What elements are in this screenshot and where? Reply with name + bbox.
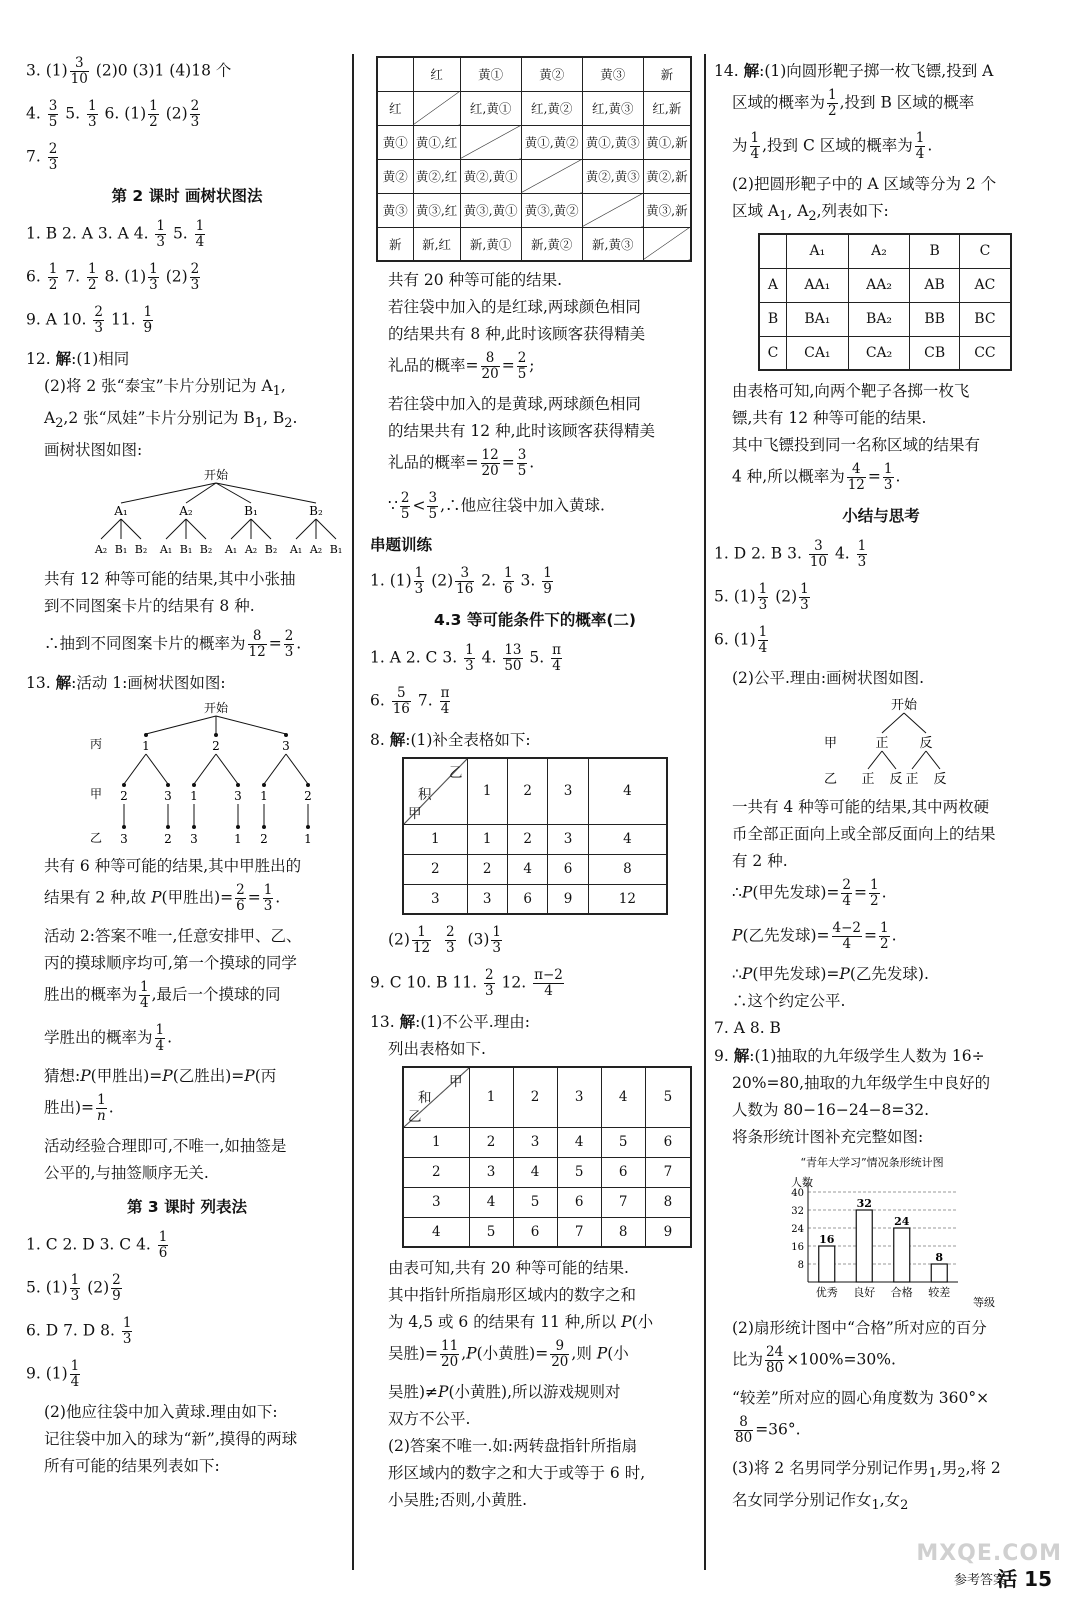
- table-row: [759, 336, 1011, 370]
- tree-node: 反: [919, 736, 933, 752]
- table-cell: 6: [557, 1187, 601, 1217]
- table-header: 4: [588, 758, 667, 824]
- y-tick-label: 40: [791, 1188, 804, 1200]
- answer-line: 胜出)= $\frac{1}{n}$ .: [44, 1092, 114, 1125]
- answer-line: 由表可知,共有 20 种等可能的结果.: [388, 1259, 629, 1277]
- table-cell: 黄①,黄②: [521, 125, 582, 159]
- table-cell: 8: [645, 1187, 691, 1217]
- tree-root: 开始: [203, 468, 229, 483]
- table-cell: 12: [588, 884, 667, 914]
- tree-leaf: 反: [933, 772, 947, 788]
- tree-leaf: A₂: [244, 543, 258, 557]
- tree-node: 3: [282, 739, 290, 754]
- table-cell: 7: [557, 1217, 601, 1247]
- answer-line: 为 $\frac{1}{4}$ ,投到 C 区域的概率为 $\frac{1}{4}$ .: [732, 130, 933, 162]
- answer-line: 将条形统计图补充完整如图:: [732, 1128, 924, 1147]
- x-tick-label: 合格: [890, 1286, 913, 1300]
- answer-line: 1. (1) $\frac{1}{3}$ (2) $\frac{3}{16}$ 2. $\frac{1}{6}$ 3. $\frac{1}{9}$: [370, 565, 552, 597]
- footer-label: 参考答案: [953, 1573, 1006, 1588]
- tree-node: B₂: [309, 504, 323, 519]
- table-header: 1: [469, 1067, 513, 1127]
- answer-line: 人数为 80−16−24−8=32.: [732, 1101, 930, 1120]
- answer-line: 6. D 7. D 8. $\frac{1}{3}$: [26, 1315, 132, 1348]
- bar-value-label: 32: [856, 1197, 872, 1211]
- answer-line: ∴P(甲先发球)=P(乙先发球).: [732, 965, 929, 984]
- table-header: 2: [513, 1067, 557, 1127]
- section-heading: 串题训练: [370, 536, 433, 554]
- answer-line: 8. 解:(1)补全表格如下:: [370, 730, 531, 749]
- table-cell: CA₂: [848, 336, 910, 370]
- table-cell: [460, 125, 521, 159]
- tree-leaf: 1: [234, 832, 242, 847]
- table-cell: 9: [548, 884, 588, 914]
- table-cell: 黄②,黄③: [582, 159, 643, 193]
- y-tick-label: 8: [797, 1260, 804, 1272]
- table-cell: 6: [601, 1157, 645, 1187]
- table-cell: 新,黄②: [521, 227, 582, 261]
- answer-line: $\frac{8}{80}$ =36°.: [735, 1414, 801, 1447]
- table-cell: 3: [548, 824, 588, 854]
- table-cell: 7: [601, 1187, 645, 1217]
- table-cell: 3: [513, 1127, 557, 1157]
- x-tick-label: 优秀: [815, 1286, 838, 1300]
- table-cell: 新: [377, 227, 413, 261]
- answer-line: ∵ $\frac{2}{5}$ < $\frac{3}{5}$ ,∴他应往袋中加入黄球.: [388, 490, 605, 522]
- table-cell: 新,黄③: [582, 227, 643, 261]
- answer-line: $A_2,2$ 张“凤娃”卡片分别记为 $B_1$, $B_2$.: [44, 409, 298, 432]
- answer-line: 结果有 2 种,故 P(甲胜出)= $\frac{2}{6}$ = $\frac{1}{3}$ .: [44, 882, 281, 915]
- corner-label: 甲: [408, 805, 422, 822]
- table-cell: AB: [910, 268, 959, 302]
- table-cell: 黄①: [377, 125, 413, 159]
- table-row: [759, 302, 1011, 336]
- tree-leaf: 2: [164, 832, 172, 847]
- answer-line: 记往袋中加入的球为“新”,摸得的两球: [44, 1430, 298, 1449]
- table-cell: 4: [513, 1157, 557, 1187]
- table-cell: AC: [959, 268, 1011, 302]
- answer-line: (2)把圆形靶子中的 A 区域等分为 2 个: [732, 175, 997, 193]
- tree-node: 2: [212, 739, 220, 754]
- tree-leaf: B₂: [199, 543, 213, 557]
- table-header: 3: [548, 758, 588, 824]
- table-cell: 3: [469, 1157, 513, 1187]
- table-cell: 5: [469, 1217, 513, 1247]
- table-cell: 1: [467, 824, 507, 854]
- table-cell: 黄③: [377, 193, 413, 227]
- answer-line: ∴抽到不同图案卡片的概率为 $\frac{8}{12}$ = $\frac{2}{3}$ .: [44, 628, 302, 661]
- answer-line: 为 4,5 或 6 的结果有 11 种,所以 P(小: [388, 1313, 654, 1331]
- answer-line: 丙的摸球顺序均可,第一个摸球的同学: [44, 954, 297, 973]
- table-cell: 黄②,新: [643, 159, 691, 193]
- answer-line: 其中指针所指扇形区域内的数字之和: [388, 1286, 637, 1304]
- answer-line: (2) $\frac{1}{12}$ $\frac{2}{3}$ (3) $\frac{1}{3}$: [388, 924, 502, 956]
- y-tick-label: 16: [791, 1242, 804, 1254]
- column-divider: [704, 54, 706, 1570]
- answer-line: 区域的概率为 $\frac{1}{2}$ ,投到 B 区域的概率: [732, 87, 975, 119]
- answer-line: 20%=80,抽取的九年级学生中良好的: [732, 1074, 991, 1093]
- table-cell: 4: [469, 1187, 513, 1217]
- answer-line: 6. $\frac{1}{2}$ 7. $\frac{1}{2}$ 8. (1) $\frac{1}{3}$ (2) $\frac{2}{3}$: [26, 261, 200, 293]
- tree-node: 1: [142, 739, 150, 754]
- table-cell: 2: [467, 854, 507, 884]
- answer-line: P(乙先发球)= $\frac{4-2}{4}$ = $\frac{1}{2}$ .: [732, 920, 897, 953]
- answer-line: 活动 2:答案不唯一,任意安排甲、乙、: [44, 927, 302, 946]
- x-tick-label: 良好: [853, 1286, 876, 1300]
- answer-line: 镖,共有 12 种等可能的结果.: [732, 409, 927, 428]
- table-cell: 5: [557, 1157, 601, 1187]
- tree-leaf: A₁: [224, 543, 238, 557]
- sum-table: [402, 1066, 692, 1248]
- answer-line: 5. (1) $\frac{1}{3}$ (2) $\frac{1}{3}$: [714, 581, 809, 614]
- table-cell: 4: [588, 824, 667, 854]
- answer-line: 胜出的概率为 $\frac{1}{4}$ ,最后一个摸球的同: [44, 979, 281, 1012]
- answer-line: 礼品的概率= $\frac{8}{20}$ = $\frac{2}{5}$ ;: [388, 350, 535, 382]
- bar-value-label: 8: [935, 1251, 944, 1265]
- tree-node: 3: [164, 789, 172, 804]
- tree-node: 2: [304, 789, 312, 804]
- table-cell: 黄②,黄①: [460, 159, 521, 193]
- answer-line: 共有 12 种等可能的结果,其中小张抽: [44, 570, 296, 589]
- bar-value-label: 24: [894, 1215, 910, 1229]
- table-cell: 5: [601, 1127, 645, 1157]
- table-row: [403, 1127, 691, 1157]
- table-row: [377, 159, 691, 193]
- table-cell: 新,红: [413, 227, 460, 261]
- tree-node: 正: [875, 736, 889, 752]
- table-cell: 2: [403, 854, 467, 884]
- tree-leaf: B₂: [134, 543, 148, 557]
- answer-line: 13. 解:活动 1:画树状图如图:: [26, 673, 226, 693]
- table-header: 4: [601, 1067, 645, 1127]
- answer-line: (2)答案不唯一.如:两转盘指针所指扇: [388, 1437, 638, 1455]
- table-cell: 黄①,新: [643, 125, 691, 159]
- column-3: [714, 60, 1048, 1590]
- table-row: [403, 824, 667, 854]
- answer-line: ∴P(甲先发球)= $\frac{2}{4}$ = $\frac{1}{2}$ .: [732, 877, 887, 910]
- table-cell: 3: [403, 884, 467, 914]
- column-1: [26, 56, 348, 1590]
- table-cell: 6: [513, 1217, 557, 1247]
- answer-line: 6. $\frac{5}{16}$ 7. $\frac{\pi}{4}$: [370, 685, 450, 717]
- tree-node: 2: [120, 789, 128, 804]
- answer-line: 猜想:P(甲胜出)=P(乙胜出)=P(丙: [44, 1067, 277, 1086]
- tree-leaf: 反: [889, 772, 903, 788]
- bar: [931, 1264, 947, 1282]
- answer-line: ∴这个约定公平.: [732, 992, 846, 1011]
- section-heading: 小结与思考: [842, 507, 920, 526]
- tree-leaf: B₂: [264, 543, 278, 557]
- table-cell: A: [759, 268, 786, 302]
- answer-line: 吴胜)≠P(小黄胜),所以游戏规则对: [388, 1383, 621, 1401]
- table-cell: 黄②: [377, 159, 413, 193]
- table-cell: 5: [513, 1187, 557, 1217]
- answer-line: 13. 解:(1)不公平.理由:: [370, 1012, 530, 1031]
- tree-node: 3: [234, 789, 242, 804]
- tree-diagram-coins: [804, 695, 1004, 791]
- answer-line: 区域 $A_1$, $A_2$,列表如下:: [732, 202, 889, 225]
- table-corner: [403, 1067, 469, 1127]
- table-cell: BA₁: [786, 302, 848, 336]
- section-heading: 第 2 课时 画树状图法: [111, 187, 263, 205]
- table-cell: 6: [645, 1127, 691, 1157]
- answer-line: (2)公平.理由:画树状图如图.: [732, 669, 925, 688]
- answer-line: 由表格可知,向两个靶子各掷一枚飞: [732, 382, 970, 401]
- product-table: [402, 757, 668, 915]
- page-number: 活 15: [997, 1567, 1052, 1591]
- table-cell: 2: [507, 824, 547, 854]
- answer-line: 1. C 2. D 3. C 4. $\frac{1}{6}$: [26, 1229, 168, 1262]
- tree-diagram-cards: [66, 467, 366, 559]
- tree-leaf: 1: [304, 832, 312, 847]
- table-header: 5: [645, 1067, 691, 1127]
- answer-line: 到不同图案卡片的结果有 8 种.: [44, 597, 255, 616]
- answer-line: 若往袋中加入的是红球,两球颜色相同: [388, 298, 641, 316]
- table-cell: 1: [403, 1127, 469, 1157]
- table-cell: 黄③,黄②: [521, 193, 582, 227]
- bar: [856, 1210, 872, 1282]
- table-cell: 8: [601, 1217, 645, 1247]
- answer-line: 列出表格如下.: [388, 1040, 486, 1058]
- tree-leaf: A₂: [94, 543, 108, 557]
- answer-line: 5. (1) $\frac{1}{3}$ (2) $\frac{2}{9}$: [26, 1272, 121, 1305]
- table-cell: 8: [588, 854, 667, 884]
- answer-line: 14. 解:(1)向圆形靶子掷一枚飞镖,投到 A: [714, 61, 994, 80]
- answer-line: 4 种,所以概率为 $\frac{4}{12}$ = $\frac{1}{3}$ .: [732, 461, 901, 494]
- table-cell: BB: [910, 302, 959, 336]
- corner-label: 和: [418, 1090, 432, 1106]
- table-row: [403, 854, 667, 884]
- row-label: 甲: [90, 787, 103, 802]
- table-header: C: [959, 234, 1011, 268]
- table-header: A₁: [786, 234, 848, 268]
- bar: [894, 1228, 910, 1282]
- answer-line: 形区域内的数字之和大于或等于 6 时,: [388, 1464, 646, 1482]
- answer-line: 9. 解:(1)抽取的九年级学生人数为 16÷: [714, 1046, 985, 1066]
- table-cell: 4: [403, 1217, 469, 1247]
- table-cell: 黄③,红: [413, 193, 460, 227]
- tree-leaf: B₁: [179, 543, 193, 557]
- answer-line: 名女同学分别记作女$_1$,女$_2$: [732, 1491, 909, 1514]
- table-cell: 3: [467, 884, 507, 914]
- corner-label: 甲: [449, 1074, 463, 1090]
- table-cell: [582, 193, 643, 227]
- table-row: [403, 884, 667, 914]
- answer-line: (2)将 2 张“泰宝”卡片分别记为 $A_1$,: [44, 377, 286, 400]
- table-cell: 6: [548, 854, 588, 884]
- tree-leaf: 3: [190, 832, 198, 847]
- tree-root: 开始: [890, 698, 918, 714]
- table-header: 黄③: [582, 57, 643, 91]
- table-header: 3: [557, 1067, 601, 1127]
- tree-node: A₂: [179, 504, 193, 519]
- answer-line: 有 2 种.: [732, 852, 788, 871]
- table-row: [377, 193, 691, 227]
- tree-node: A₁: [114, 504, 128, 519]
- table-cell: C: [759, 336, 786, 370]
- table-cell: CC: [959, 336, 1011, 370]
- row-label: 乙: [90, 831, 103, 846]
- column-2: [370, 56, 700, 1590]
- answer-line: 6. (1) $\frac{1}{4}$: [714, 624, 768, 657]
- table-header: 黄①: [460, 57, 521, 91]
- answer-line: 1. B 2. A 3. A 4. $\frac{1}{3}$ 5. $\frac{1}{4}$: [26, 218, 205, 250]
- y-tick-label: 24: [791, 1224, 804, 1236]
- answer-line: “较差”所对应的圆心角度数为 360°×: [732, 1389, 990, 1408]
- y-axis-label: 人数: [791, 1176, 813, 1190]
- table-cell: 7: [645, 1157, 691, 1187]
- tree-leaf: 正: [861, 772, 875, 788]
- answer-line: 7. $\frac{2}{3}$: [26, 141, 58, 173]
- answer-line: 礼品的概率= $\frac{12}{20}$ = $\frac{3}{5}$ .: [388, 447, 535, 479]
- watermark: MXQE.COM: [916, 1541, 1062, 1566]
- answer-line: 的结果共有 8 种,此时该顾客获得精美: [388, 325, 646, 343]
- answer-line: 7. A 8. B: [714, 1019, 781, 1038]
- table-cell: 红,黄①: [460, 91, 521, 125]
- tree-diagram-order: [56, 700, 356, 850]
- bar: [819, 1246, 835, 1282]
- tree-leaf: 3: [120, 832, 128, 847]
- table-cell: 4: [557, 1127, 601, 1157]
- table-header: 2: [507, 758, 547, 824]
- table-cell: CB: [910, 336, 959, 370]
- x-tick-label: 较差: [928, 1286, 951, 1300]
- answer-line: 一共有 4 种等可能的结果,其中两枚硬: [732, 798, 990, 817]
- answer-line: 比为 $\frac{24}{80}$ ×100%=30%.: [732, 1344, 896, 1377]
- answer-line: 币全部正面向上或全部反面向上的结果: [732, 825, 996, 844]
- table-cell: 3: [403, 1187, 469, 1217]
- table-cell: 4: [507, 854, 547, 884]
- table-header: 红: [413, 57, 460, 91]
- tree-leaf: A₂: [309, 543, 323, 557]
- table-cell: B: [759, 302, 786, 336]
- table-cell: 黄②,红: [413, 159, 460, 193]
- table-cell: [643, 227, 691, 261]
- tree-leaf: 2: [260, 832, 268, 847]
- corner-label: 积: [418, 787, 432, 803]
- table-cell: 红,黄③: [582, 91, 643, 125]
- table-cell: BA₂: [848, 302, 910, 336]
- table-row: [403, 1217, 691, 1247]
- table-cell: [413, 91, 460, 125]
- answer-line: 9. A 10. $\frac{2}{3}$ 11. $\frac{1}{9}$: [26, 304, 153, 336]
- answer-line: 12. 解:(1)相同: [26, 349, 130, 368]
- chart-title: “青年大学习”情况条形统计图: [800, 1156, 944, 1170]
- table-header: B: [910, 234, 959, 268]
- answer-line: (2)扇形统计图中“合格”所对应的百分: [732, 1319, 987, 1338]
- tree-root: 开始: [203, 701, 229, 716]
- table-cell: BC: [959, 302, 1011, 336]
- y-tick-label: 32: [791, 1206, 804, 1218]
- table-header: 1: [467, 758, 507, 824]
- answer-line: 活动经验合理即可,不唯一,如抽签是: [44, 1137, 287, 1156]
- answer-line: 1. D 2. B 3. $\frac{3}{10}$ 4. $\frac{1}{3}$: [714, 538, 867, 571]
- answer-line: 学胜出的概率为 $\frac{1}{4}$ .: [44, 1022, 173, 1055]
- table-row: [403, 1187, 691, 1217]
- answer-line: (2)他应往袋中加入黄球.理由如下:: [44, 1403, 278, 1422]
- answer-line: 共有 6 种等可能的结果,其中甲胜出的: [44, 857, 302, 876]
- table-cell: [377, 57, 413, 91]
- table-cell: 2: [469, 1127, 513, 1157]
- table-row: [377, 125, 691, 159]
- table-cell: 红,黄②: [521, 91, 582, 125]
- table-header: 新: [643, 57, 691, 91]
- tree-node: B₁: [244, 504, 258, 519]
- tree-leaf: 正: [905, 772, 919, 788]
- table-row: [377, 91, 691, 125]
- table-cell: CA₁: [786, 336, 848, 370]
- answer-line: 的结果共有 12 种,此时该顾客获得精美: [388, 422, 656, 440]
- answer-line: 若往袋中加入的是黄球,两球颜色相同: [388, 395, 641, 413]
- section-heading: 4.3 等可能条件下的概率(二): [433, 611, 637, 629]
- row-label: 甲: [824, 736, 838, 752]
- table-cell: 2: [403, 1157, 469, 1187]
- table-cell: 黄③,新: [643, 193, 691, 227]
- answer-line: 3. (1) $\frac{3}{10}$ (2)0 (3)1 (4)18 个: [26, 55, 232, 87]
- tree-leaf: B₁: [114, 543, 128, 557]
- answer-line: 共有 20 种等可能的结果.: [388, 271, 563, 289]
- corner-label: 乙: [449, 765, 463, 781]
- tree-node: 1: [260, 789, 268, 804]
- answer-line: 4. $\frac{3}{5}$ 5. $\frac{1}{3}$ 6. (1) $\frac{1}{2}$ (2) $\frac{2}{3}$: [26, 98, 200, 130]
- answer-line: 其中飞镖投到同一名称区域的结果有: [732, 436, 981, 455]
- table-cell: 黄①,红: [413, 125, 460, 159]
- table-cell: 1: [403, 824, 467, 854]
- tree-leaf: B₁: [329, 543, 343, 557]
- table-row: [403, 1157, 691, 1187]
- tree-leaf: A₁: [159, 543, 173, 557]
- table-cell: AA₂: [848, 268, 910, 302]
- answer-line: 1. A 2. C 3. $\frac{1}{3}$ 4. $\frac{13}{50}$ 5. $\frac{\pi}{4}$: [370, 642, 562, 674]
- table-cell: AA₁: [786, 268, 848, 302]
- table-cell: 9: [645, 1217, 691, 1247]
- table-corner: [403, 758, 467, 824]
- x-axis-label: 等级: [973, 1296, 995, 1310]
- bar-value-label: 16: [819, 1233, 835, 1247]
- answer-line: 9. (1) $\frac{1}{4}$: [26, 1358, 80, 1391]
- answer-line: 吴胜)= $\frac{11}{20}$ ,P(小黄胜)= $\frac{9}{20}$ ,则 P(小: [388, 1338, 629, 1370]
- answer-line: 画树状图如图:: [44, 441, 143, 460]
- table-cell: 红,新: [643, 91, 691, 125]
- table-cell: 黄③,黄①: [460, 193, 521, 227]
- target-table: [758, 233, 1012, 371]
- answer-line: 所有可能的结果列表如下:: [44, 1457, 220, 1476]
- table-row: [759, 268, 1011, 302]
- row-label: 丙: [90, 737, 103, 752]
- table-cell: 6: [507, 884, 547, 914]
- table-header: A₂: [848, 234, 910, 268]
- answer-line: 双方不公平.: [388, 1410, 471, 1428]
- answer-line: 小吴胜;否则,小黄胜.: [388, 1491, 528, 1509]
- table-cell: 红: [377, 91, 413, 125]
- table-header: 黄②: [521, 57, 582, 91]
- section-heading: 第 3 课时 列表法: [127, 1198, 247, 1217]
- tree-leaf: A₁: [289, 543, 303, 557]
- row-label: 乙: [824, 772, 838, 788]
- answer-line: 公平的,与抽签顺序无关.: [44, 1164, 209, 1183]
- table-row: [377, 227, 691, 261]
- ball-outcome-table: [376, 56, 692, 262]
- corner-label: 乙: [408, 1108, 422, 1125]
- table-cell: 黄①,黄③: [582, 125, 643, 159]
- tree-node: 1: [190, 789, 198, 804]
- table-cell: [521, 159, 582, 193]
- bar-chart: [762, 1154, 1002, 1314]
- table-cell: 新,黄①: [460, 227, 521, 261]
- table-cell: [759, 234, 786, 268]
- answer-line: 9. C 10. B 11. $\frac{2}{3}$ 12. $\frac{\pi-2}{4}$: [370, 967, 563, 999]
- answer-line: (3)将 2 名男同学分别记作男$_1$,男$_2$,将 2: [732, 1459, 1001, 1482]
